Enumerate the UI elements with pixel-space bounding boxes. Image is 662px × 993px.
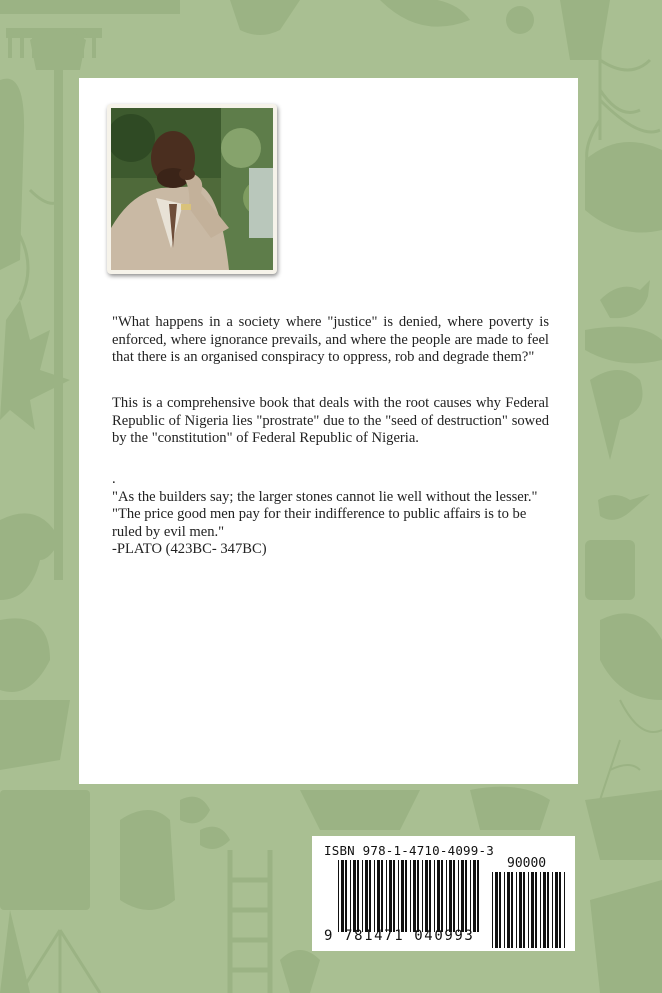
blurb-description: This is a comprehensive book that deals with the root causes why Federal Republic of Nigeria lies "prostrate" due to the "seed of destruction" sowed by the "constitution" of Federal Republic of Nigeria. xyxy=(112,395,549,447)
author-photo xyxy=(107,104,277,274)
back-cover-panel xyxy=(79,78,578,784)
price-code: 90000 xyxy=(507,856,547,871)
plato-quote-line-2: ruled by evil men." xyxy=(112,523,225,540)
builders-quote: "As the builders say; the larger stones cannot lie well without the lesser." xyxy=(112,488,538,505)
blurb-quotes xyxy=(112,471,549,559)
plato-quote-line-1: "The price good men pay for their indifference to public affairs is to be xyxy=(112,506,527,523)
barcode-digits: 9 781471 040993 xyxy=(324,928,475,944)
blurb-quote: "What happens in a society where "justice" is denied, where poverty is enforced, where ignorance prevails, and where the people are made to feel that there is an organised conspiracy to oppress, rob and degrade them?" xyxy=(112,314,549,366)
plato-attribution: -PLATO (423BC- 347BC) xyxy=(112,541,267,558)
isbn-barcode-block xyxy=(312,836,575,951)
isbn-label: ISBN 978-1-4710-4099-3 xyxy=(324,843,494,858)
separator-dot: . xyxy=(112,471,116,487)
author-photo-image xyxy=(111,108,273,270)
